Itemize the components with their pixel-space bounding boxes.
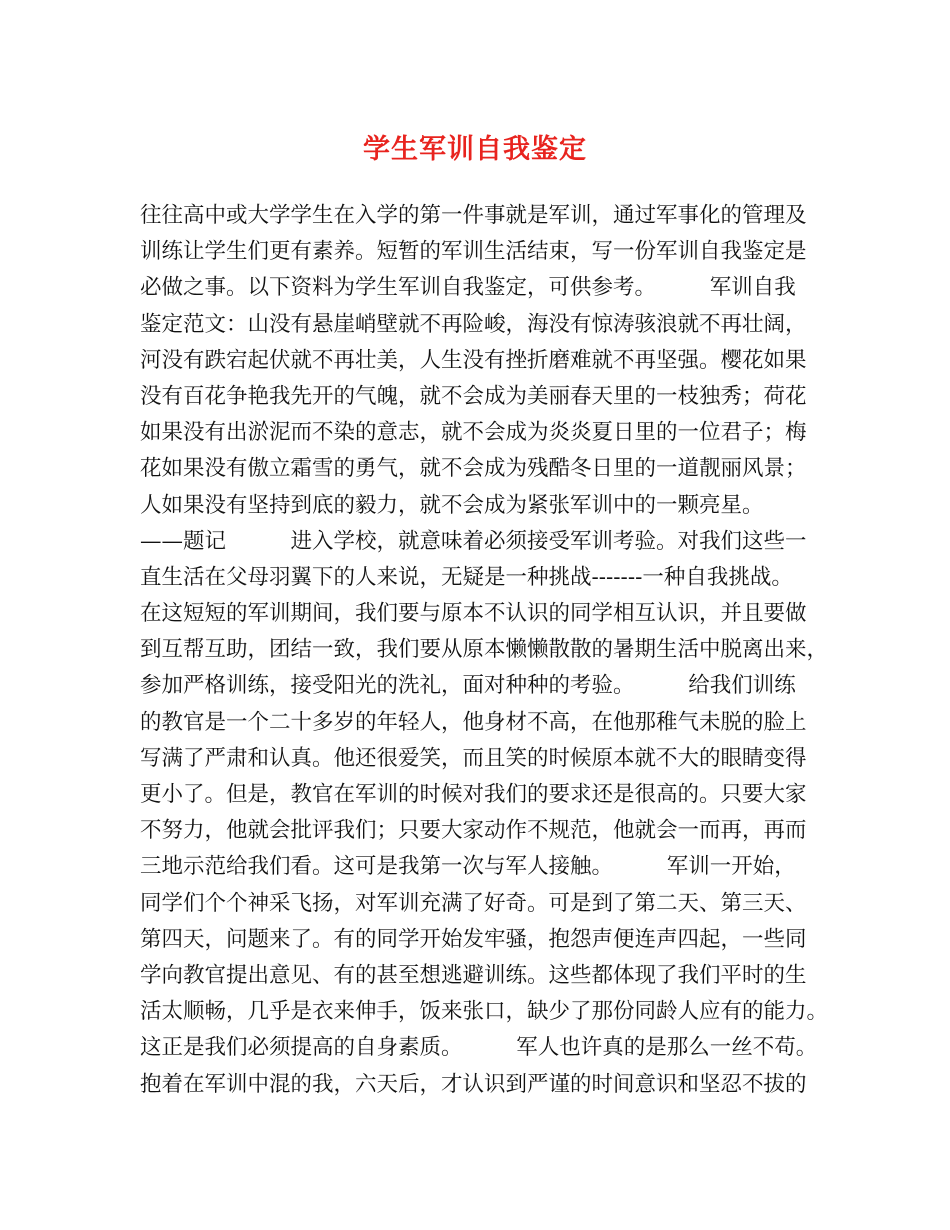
body-line: 同学们个个神采飞扬，对军训充满了好奇。可是到了第二天、第三天、: [140, 890, 807, 916]
body-line: 在这短短的军训期间，我们要与原本不认识的同学相互认识，并且要做: [140, 601, 807, 627]
document-title: 学生军训自我鉴定: [363, 134, 587, 165]
body-line: 的教官是一个二十多岁的年轻人，他身材不高，在他那稚气未脱的脸上: [140, 709, 807, 735]
body-line: 学向教官提出意见、有的甚至想逃避训练。这些都体现了我们平时的生: [140, 962, 807, 988]
body-line: 花如果没有傲立霜雪的勇气，就不会成为残酷冬日里的一道靓丽风景；: [140, 456, 807, 482]
body-line: 往往高中或大学学生在入学的第一件事就是军训，通过军事化的管理及: [140, 203, 807, 228]
body-line: 如果没有出淤泥而不染的意志，就不会成为炎炎夏日里的一位君子；梅: [140, 420, 807, 446]
body-line: 没有百花争艳我先开的气魄，就不会成为美丽春天里的一枝独秀；荷花: [140, 383, 807, 409]
body-line: 不努力，他就会批评我们；只要大家动作不规范，他就会一而再，再而: [140, 818, 807, 844]
body-line: 直生活在父母羽翼下的人来说，无疑是一种挑战-------一种自我挑战。: [140, 564, 793, 590]
body-line: ——题记 进入学校，就意味着必须接受军训考验。对我们这些一: [140, 528, 807, 554]
body-line: 河没有跌宕起伏就不再壮美，人生没有挫折磨难就不再坚强。樱花如果: [140, 347, 807, 373]
body-line: 写满了严肃和认真。他还很爱笑，而且笑的时候原本就不大的眼睛变得: [140, 745, 807, 771]
body-line: 抱着在军训中混的我，六天后，才认识到严谨的时间意识和坚忍不拔的: [140, 1071, 807, 1097]
body-line: 鉴定范文：山没有悬崖峭壁就不再险峻，海没有惊涛骇浪就不再壮阔，: [140, 311, 807, 337]
body-line: 必做之事。以下资料为学生军训自我鉴定，可供参考。 军训自我: [140, 275, 796, 301]
body-line: 到互帮互助，团结一致，我们要从原本懒懒散散的暑期生活中脱离出来，: [140, 637, 829, 663]
body-line: 训练让学生们更有素养。短暂的军训生活结束，写一份军训自我鉴定是: [140, 239, 807, 265]
document-body: [140, 198, 840, 1103]
body-line: 活太顺畅，几乎是衣来伸手，饭来张口，缺少了那份同龄人应有的能力。: [140, 999, 829, 1025]
body-line: 三地示范给我们看。这可是我第一次与军人接触。 军训一开始，: [140, 854, 796, 880]
body-line: 更小了。但是，教官在军训的时候对我们的要求还是很高的。只要大家: [140, 782, 807, 807]
body-line: 人如果没有坚持到底的毅力，就不会成为紧张军训中的一颗亮星。: [140, 492, 764, 518]
body-line: 第四天，问题来了。有的同学开始发牢骚，抱怨声便连声四起，一些同: [140, 926, 807, 952]
body-line: 参加严格训练，接受阳光的洗礼，面对种种的考验。 给我们训练: [140, 673, 796, 699]
body-line: 这正是我们必须提高的自身素质。 军人也许真的是那么一丝不苟。: [140, 1035, 818, 1061]
